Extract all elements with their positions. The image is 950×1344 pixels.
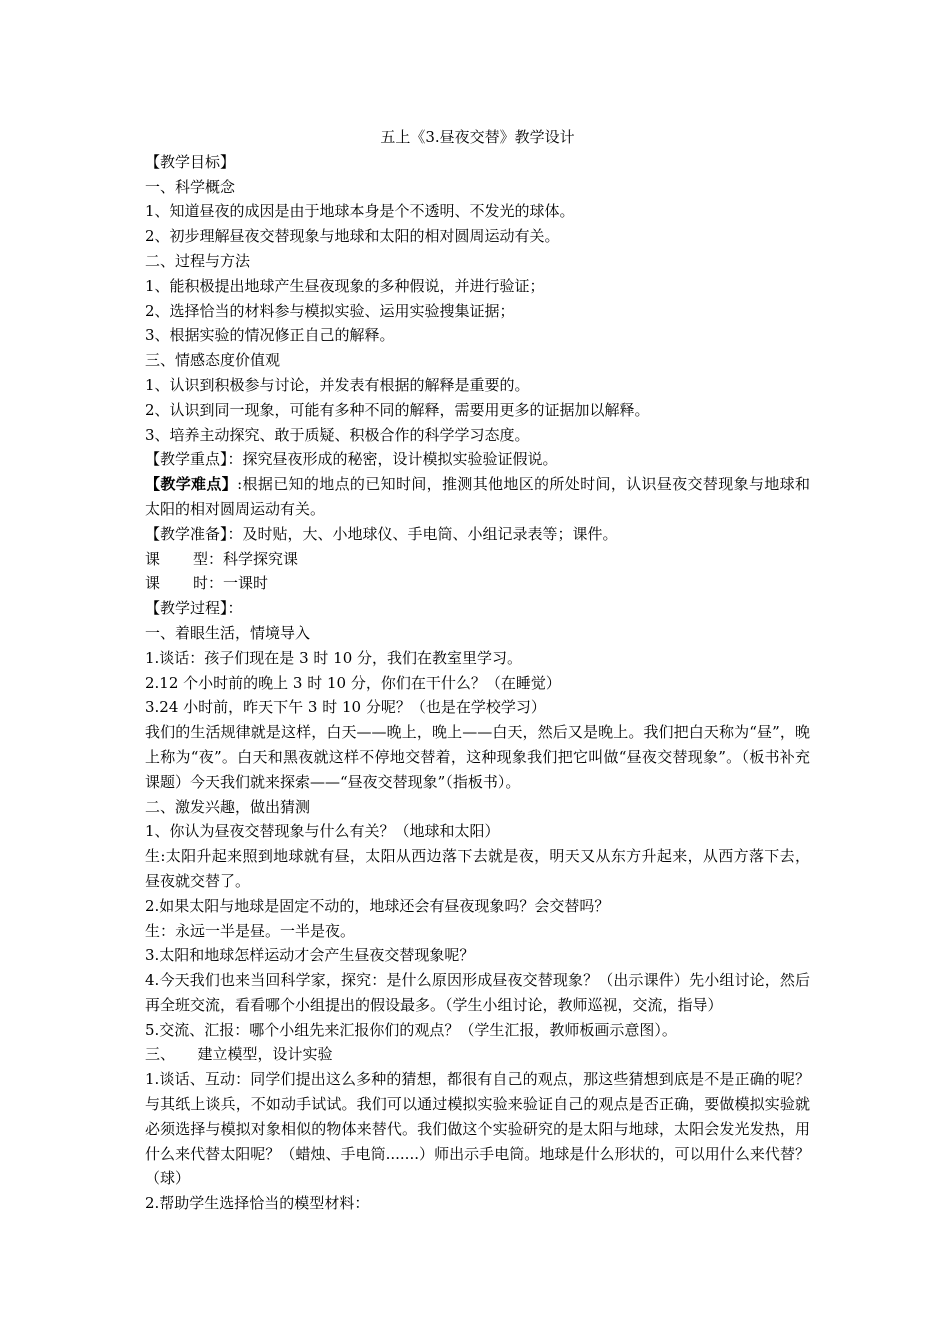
process-heading: 【教学过程】： bbox=[145, 599, 243, 618]
difficulty-text: :根据已知的地点的已知时间，推测其他地区的所处时间，认识昼夜交替现象与地球和太阳的相对圆周运动有关。 bbox=[145, 475, 810, 518]
preparation: 【教学准备】：及时贴，大、小地球仪、手电筒、小组记录表等；课件。 bbox=[145, 524, 618, 543]
list-item: 1、知道昼夜的成因是由于地球本身是个不透明、不发光的球体。 bbox=[145, 202, 575, 221]
document-title: 五上《3.昼夜交替》教学设计 bbox=[380, 128, 575, 146]
step-heading: 三、 建立模型，设计实验 bbox=[145, 1045, 333, 1064]
step1-paragraph: 我们的生活规律就是这样，白天——晚上，晚上——白天，然后又是晚上。我们把白天称为“昼”，晚上称为“夜”。白天和黑夜就这样不停地交替着，这种现象我们把它叫做“昼夜交替现象”。（板书补充课题）今天我们就来探索——“昼夜交替现象”（指板书）。 bbox=[145, 723, 810, 791]
student-answer: 生:太阳升起来照到地球就有昼，太阳从西边落下去就是夜，明天又从东方升起来，从西方落下去，昼夜就交替了。 bbox=[145, 847, 810, 890]
lesson-hours-value: 时：一课时 bbox=[193, 574, 269, 593]
list-item: 3、培养主动探究、敢于质疑、积极合作的科学学习态度。 bbox=[145, 425, 530, 444]
section-heading: 三、情感态度价值观 bbox=[145, 351, 281, 370]
document-content bbox=[145, 125, 810, 1216]
lesson-type bbox=[145, 547, 810, 572]
difficulty-label: 【教学难点】 bbox=[145, 475, 238, 494]
list-item: 2、选择恰当的材料参与模拟实验、运用实验搜集证据； bbox=[145, 301, 515, 320]
lesson-hours-label: 课 bbox=[145, 574, 161, 593]
step-heading: 二、激发兴趣，做出猜测 bbox=[145, 797, 311, 816]
list-item: 3.太阳和地球怎样运动才会产生昼夜交替现象呢？ bbox=[145, 946, 475, 965]
list-item: 2.12 个小时前的晚上 3 时 10 分，你们在干什么？（在睡觉） bbox=[145, 673, 561, 692]
list-item: 4.今天我们也来当回科学家，探究：是什么原因形成昼夜交替现象？（出示课件）先小组讨论，然后再全班交流，看看哪个小组提出的假设最多。（学生小组讨论，教师巡视，交流，指导） bbox=[145, 971, 810, 1014]
section-heading: 二、过程与方法 bbox=[145, 251, 251, 270]
list-item: 2.如果太阳与地球是固定不动的，地球还会有昼夜现象吗？会交替吗？ bbox=[145, 896, 610, 915]
list-item: 3、根据实验的情况修正自己的解释。 bbox=[145, 326, 395, 345]
lesson-type-value: 型：科学探究课 bbox=[193, 549, 299, 568]
student-answer: 生：永远一半是昼。一半是夜。 bbox=[145, 921, 356, 940]
objectives-heading: 【教学目标】 bbox=[145, 152, 236, 171]
lesson-hours bbox=[145, 571, 810, 596]
difficulty-paragraph bbox=[145, 472, 810, 522]
list-item: 2.帮助学生选择恰当的模型材料： bbox=[145, 1194, 370, 1213]
key-point: 【教学重点】：探究昼夜形成的秘密，设计模拟实验验证假说。 bbox=[145, 450, 558, 469]
list-item: 1.谈话：孩子们现在是 3 时 10 分，我们在教室里学习。 bbox=[145, 648, 523, 667]
step-heading: 一、着眼生活，情境导入 bbox=[145, 623, 311, 642]
list-item: 3.24 小时前，昨天下午 3 时 10 分呢？（也是在学校学习） bbox=[145, 698, 546, 717]
lesson-type-label: 课 bbox=[145, 549, 161, 568]
list-item: 2、初步理解昼夜交替现象与地球和太阳的相对圆周运动有关。 bbox=[145, 227, 560, 246]
step3-paragraph: 1.谈话、互动：同学们提出这么多种的猜想，都很有自己的观点，那这些猜想到底是不是正确的呢？与其纸上谈兵，不如动手试试。我们可以通过模拟实验来验证自己的观点是否正确，要做模拟实验就必须选择与模拟对象相似的物体来替代。我们做这个实验研究的是太阳与地球，太阳会发光发热，用什么来代替太阳呢？（蜡烛、手电筒.......）师出示手电筒。地球是什么形状的，可以用什么来代替？（球） bbox=[145, 1070, 810, 1188]
section-heading: 一、科学概念 bbox=[145, 177, 236, 196]
list-item: 1、你认为昼夜交替现象与什么有关？（地球和太阳） bbox=[145, 822, 500, 841]
list-item: 1、能积极提出地球产生昼夜现象的多种假说，并进行验证； bbox=[145, 276, 545, 295]
list-item: 5.交流、汇报：哪个小组先来汇报你们的观点？（学生汇报，教师板画示意图）。 bbox=[145, 1020, 677, 1039]
list-item: 1、认识到积极参与讨论，并发表有根据的解释是重要的。 bbox=[145, 375, 530, 394]
list-item: 2、认识到同一现象，可能有多种不同的解释，需要用更多的证据加以解释。 bbox=[145, 400, 650, 419]
